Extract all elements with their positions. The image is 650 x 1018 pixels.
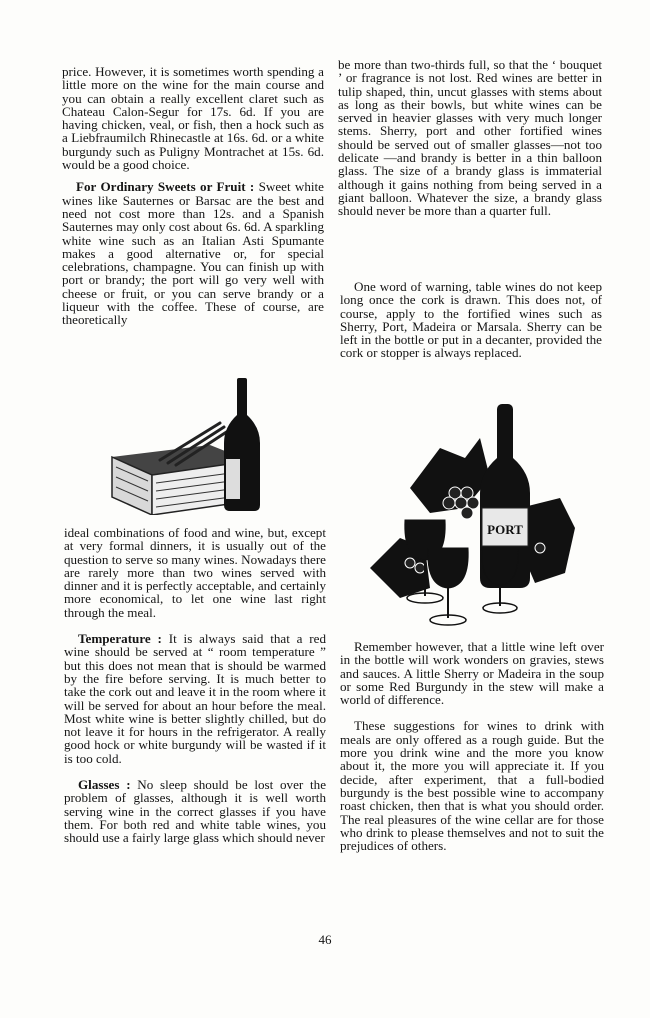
paragraph-ideal: ideal combinations of food and wine, but, except at very formal dinners, it is usually out of the question to serve so many wines. Nowadays there are rarely more than two wines served with dinner and it is perfectly acceptable, and certainly more economical, to let one wine last right through the meal. bbox=[64, 525, 326, 620]
glasses-body: No sleep should be lost over the problem of glasses, although it is well worth serving wine in the correct glasses if you have them. For both red and white table wines, you should use a fairly large glass which should never bbox=[64, 777, 327, 846]
page-number: 46 bbox=[318, 932, 332, 947]
crate-bottle-illustration bbox=[100, 375, 280, 515]
right-column-middle bbox=[340, 280, 602, 360]
paragraph-temperature bbox=[64, 632, 326, 765]
heading-temperature: Temperature : bbox=[78, 631, 162, 647]
left-column-bottom bbox=[64, 526, 326, 845]
heading-glasses: Glasses : bbox=[78, 777, 131, 793]
right-column-top bbox=[338, 58, 602, 218]
paragraph-suggestions: These suggestions for wines to drink with meals are only offered as a rough guide. But the more you drink wine and the more you know about it, the more you will appreciate it. If you decide, after experiment, that a full-bodied burgundy is the best possible wine to accompany roast chicken, then that is what you should order. The real pleasures of the wine cellar are for those who drink to please themselves and not to suit the prejudices of others. bbox=[340, 718, 604, 854]
paragraph-glasses-continued: be more than two-thirds full, so that the ‘ bouquet ’ or fragrance is not lost. Red wines are better in tulip shaped, thin, uncut glasses with stems about as long as their bowls, but white wines can be served in heavier glasses with very much longer stems. Sherry, port and other fortified wines should be served out of smaller glasses—not too delicate —and brandy is better in a thin balloon glass. The size of a brandy glass is immaterial although it gains nothing from being served in a giant balloon. Whatever the size, a brandy glass should never be more than a quarter full. bbox=[338, 57, 602, 219]
left-column-top bbox=[62, 65, 324, 327]
paragraph-sweets bbox=[62, 180, 324, 326]
paragraph-remember: Remember however, that a little wine left over in the bottle will work wonders on gravies, stews and sauces. A little Sherry or Madeira in the soup or some Red Burgundy in the stew will make a world of difference. bbox=[340, 639, 604, 708]
heading-sweets: For Ordinary Sweets or Fruit : bbox=[76, 179, 255, 195]
paragraph-price: price. However, it is sometimes worth spending a little more on the wine for the main course and you can obtain a really excellent claret such as Chateau Calon-Segur for 17s. 6d. If you are having chicken, veal, or fish, then a hock such as a Liebfraumilch Rhinecastle at 16s. 6d. or a white burgundy such as Puligny Montrachet at 15s. 6d. would be a good choice. bbox=[62, 64, 324, 173]
paragraph-glasses bbox=[64, 778, 326, 844]
sweets-body: Sweet white wines like Sauternes or Barsac are the best and need not cost more than 12s. and a Spanish Sauternes may only cost about 6s. 6d. A sparkling white wine such as an Italian Asti Spumante makes a good alternative or, for special celebrations, champagne. You can finish up with port or brandy; the port will go very well with cheese or fruit, or you can serve brandy or a liqueur with the coffee. These of course, are theoretically bbox=[62, 179, 324, 328]
port-label: PORT bbox=[487, 522, 523, 537]
paragraph-warning: One word of warning, table wines do not keep long once the cork is drawn. This does not, of course, apply to the fortified wines such as Sherry, Port, Madeira or Marsala. Sherry can be left in the bottle or put in a decanter, provided the cork or stopper is always replaced. bbox=[340, 279, 602, 361]
port-bottle-illustration bbox=[370, 398, 595, 630]
right-column-bottom bbox=[340, 640, 604, 852]
temperature-body: It is always said that a red wine should be served at “ room temperature ” but this does not mean that is should be warmed by the fire before serving. It is much better to take the cork out and leave it in the room where it will be served for about an hour before the meal. Most white wine is better slightly chilled, but do not leave it for hours in the refrigerator. A really good hock or white burgundy will be wasted if it is too cold. bbox=[64, 631, 326, 766]
